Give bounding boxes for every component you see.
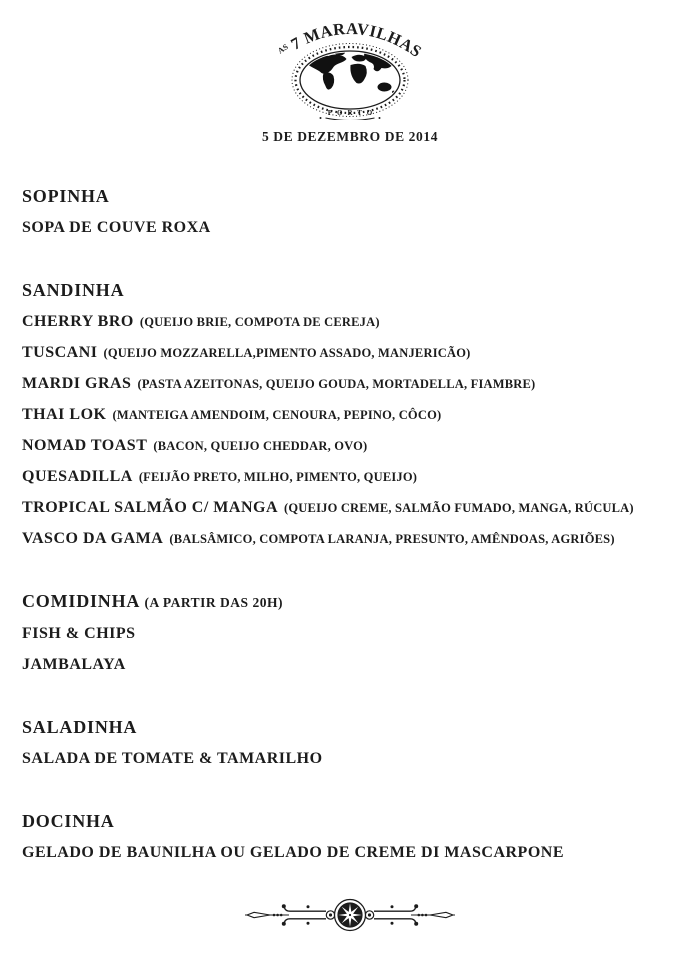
item-detail: (QUEIJO CREME, SALMÃO FUMADO, MANGA, RÚCULA) — [284, 501, 634, 515]
item-name: THAI LOK — [22, 406, 107, 423]
globe-logo-icon — [266, 10, 434, 120]
menu-item — [22, 656, 682, 674]
item-detail: (QUEIJO BRIE, COMPOTA DE CEREJA) — [139, 315, 380, 329]
item-name: VASCO DA GAMA — [22, 530, 164, 547]
section-title-text: DOCINHA — [22, 811, 115, 831]
menu-body — [0, 187, 700, 862]
section-saladinha — [22, 718, 682, 768]
menu-item — [22, 344, 682, 362]
brand-title: 7 MARAVILHAS — [287, 18, 426, 62]
section-sandinha — [22, 281, 682, 548]
menu-item — [22, 844, 682, 862]
item-name: MARDI GRAS — [22, 375, 132, 392]
section-title — [22, 592, 682, 612]
section-docinha — [22, 812, 682, 862]
section-title-text: SANDINHA — [22, 280, 125, 300]
item-detail: (QUEIJO MOZZARELLA,PIMENTO ASSADO, MANJERICÃO) — [103, 346, 471, 360]
compass-rose-divider-icon — [244, 893, 456, 937]
item-name: JAMBALAYA — [22, 656, 126, 673]
item-name: SALADA DE TOMATE & TAMARILHO — [22, 750, 323, 767]
item-name: CHERRY BRO — [22, 313, 134, 330]
menu-item — [22, 313, 682, 331]
section-title — [22, 187, 682, 206]
footer-ornament — [244, 893, 456, 937]
item-name: TROPICAL SALMÃO C/ MANGA — [22, 499, 279, 516]
menu-item — [22, 406, 682, 424]
menu-item — [22, 375, 682, 393]
item-detail: (BALSÂMICO, COMPOTA LARANJA, PRESUNTO, AMÊNDOAS, AGRIÕES) — [169, 532, 615, 546]
item-detail: (FEIJÃO PRETO, MILHO, PIMENTO, QUEIJO) — [138, 470, 418, 484]
menu-date: 5 DE DEZEMBRO DE 2014 — [261, 129, 439, 144]
ornate-oval-frame — [292, 44, 408, 117]
section-sopinha — [22, 187, 682, 237]
item-detail: (MANTEIGA AMENDOIM, CENOURA, PEPINO, CÔCO) — [112, 408, 442, 422]
item-name: FISH & CHIPS — [22, 625, 136, 642]
menu-item — [22, 625, 682, 643]
item-detail: (PASTA AZEITONAS, QUEIJO GOUDA, MORTADELLA, FIAMBRE) — [137, 377, 536, 391]
section-title-text: SOPINHA — [22, 186, 110, 206]
item-name: SOPA DE COUVE ROXA — [22, 219, 211, 236]
brand-city: PORTO — [327, 109, 378, 117]
item-detail: (BACON, QUEIJO CHEDDAR, OVO) — [153, 439, 368, 453]
menu-item — [22, 750, 682, 768]
section-title — [22, 812, 682, 831]
compass-rose-icon — [335, 900, 366, 931]
menu-item — [22, 468, 682, 486]
menu-item — [22, 499, 682, 517]
section-comidinha — [22, 592, 682, 674]
menu-item — [22, 219, 682, 237]
brand-arched-text — [276, 19, 425, 61]
section-subtitle: (A PARTIR DAS 20H) — [144, 595, 283, 610]
menu-item — [22, 530, 682, 548]
item-name: GELADO DE BAUNILHA OU GELADO DE CREME DI MASCARPONE — [22, 844, 564, 861]
section-title-text: SALADINHA — [22, 717, 138, 737]
menu-item — [22, 437, 682, 455]
item-name: TUSCANI — [22, 344, 98, 361]
section-title — [22, 718, 682, 737]
item-name: NOMAD TOAST — [22, 437, 148, 454]
restaurant-logo — [0, 0, 700, 125]
item-name: QUESADILLA — [22, 468, 133, 485]
logo-swash — [320, 117, 381, 120]
section-title — [22, 281, 682, 300]
brand-prefix: AS — [276, 42, 290, 56]
section-title-text: COMIDINHA — [22, 591, 140, 611]
